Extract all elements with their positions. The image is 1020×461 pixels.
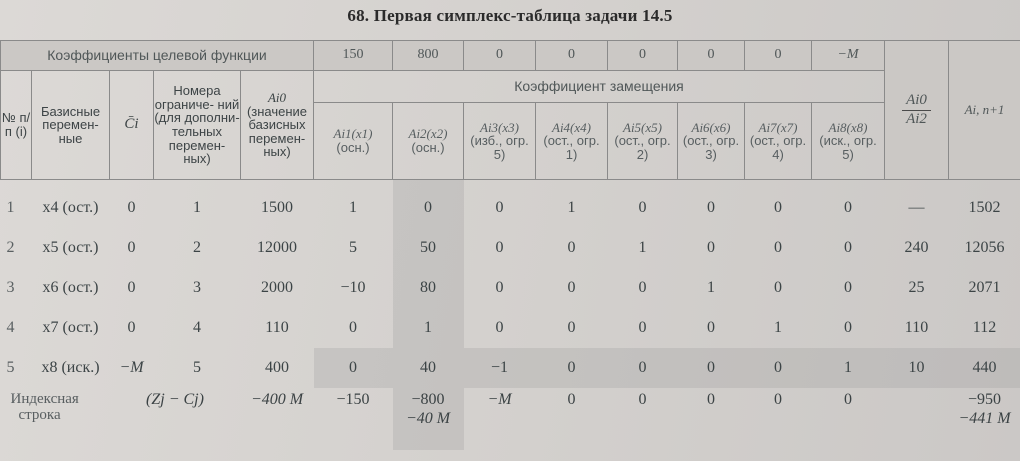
basic-variable: x6 (ост.)	[42, 278, 99, 296]
coef-value: 0	[678, 41, 745, 71]
cell: 0	[536, 348, 608, 388]
cell: 0	[349, 318, 357, 336]
cell: −10	[340, 278, 366, 296]
cell: 0	[707, 238, 715, 256]
ci-header: C̄i	[110, 71, 154, 180]
cell: 0	[774, 238, 782, 256]
index-cell: −M	[487, 391, 512, 408]
index-ratio	[885, 388, 949, 450]
table-row	[1, 348, 1020, 388]
index-ai0: −400 M	[250, 391, 304, 408]
table-row	[1, 268, 1020, 308]
cell: 0	[567, 238, 576, 256]
cell: 0	[707, 318, 715, 336]
ci-value: 0	[127, 318, 136, 336]
coef-value: 800	[393, 41, 464, 71]
coef-value: 0	[464, 41, 536, 71]
basic-variable: x7 (ост.)	[42, 318, 99, 336]
constraint-number: 2	[193, 238, 201, 256]
index-cell: 0	[638, 391, 647, 408]
coef-value: −M	[812, 41, 885, 71]
cell: 50	[393, 228, 464, 268]
ci-value: 0	[127, 278, 136, 296]
coef-value: 0	[745, 41, 812, 71]
table-row	[1, 308, 1020, 348]
cell: 1	[393, 308, 464, 348]
ai0-value: 110	[265, 318, 289, 336]
num-col-header: № п/п (i)	[1, 71, 32, 180]
row-number: 2	[6, 238, 15, 256]
index-cell: 0	[707, 391, 715, 408]
subcol-header: Ai6(x6) (ост., огр. 3)	[678, 103, 745, 180]
constraint-number: 4	[193, 318, 201, 336]
constraint-number: 5	[193, 358, 201, 376]
subcol-header: Ai4(x4) (ост., огр. 1)	[536, 103, 608, 180]
cell: 40	[393, 348, 464, 388]
cell: 0	[638, 198, 647, 216]
cell: 1	[567, 198, 576, 216]
ratio-bottom: Ai2	[906, 110, 927, 127]
subheader-row	[1, 71, 1020, 103]
cell: 0	[774, 198, 782, 216]
row-number: 4	[6, 318, 15, 336]
coef-label: Коэффициенты целевой функции	[1, 41, 314, 71]
ci-value: 0	[127, 238, 136, 256]
ratio-value: 10	[885, 348, 949, 388]
ci-value: −M	[119, 358, 144, 376]
cell: 0	[393, 180, 464, 229]
cell: 0	[495, 198, 504, 216]
cell: 5	[349, 238, 357, 256]
index-row	[1, 388, 1020, 450]
ratio-value: 110	[904, 318, 929, 336]
ci-value: 0	[127, 198, 136, 216]
basic-vars-header: Базисные перемен- ные	[32, 71, 110, 180]
cell: 80	[393, 268, 464, 308]
subcol-header: Ai8(x8) (иск., огр. 5)	[812, 103, 885, 180]
constraint-number: 1	[193, 198, 201, 216]
table-row	[1, 180, 1020, 229]
coef-value: 0	[536, 41, 608, 71]
cell: 1	[349, 198, 357, 216]
table-title: 68. Первая симплекс-таблица задачи 14.5	[347, 6, 673, 25]
ai0-value: 400	[265, 358, 289, 376]
cell: 0	[495, 278, 504, 296]
ai0-sub: (значение базисных перемен- ных)	[246, 103, 308, 160]
coef-value: 0	[608, 41, 678, 71]
cell: 0	[707, 198, 715, 216]
index-last: −950 −441 M	[958, 391, 1011, 427]
ai0-value: 2000	[261, 278, 293, 296]
basic-variable: x4 (ост.)	[42, 198, 99, 216]
simplex-table	[0, 40, 1020, 450]
ai0-top: Ai0	[267, 89, 287, 105]
ratio-header	[885, 41, 949, 180]
subcol-header: Ai5(x5) (ост., огр. 2)	[608, 103, 678, 180]
ratio-value: 25	[908, 278, 925, 296]
last-value: 1502	[968, 198, 1001, 216]
cell: 0	[567, 278, 576, 296]
ai0-value: 12000	[257, 238, 297, 256]
cell: 1	[707, 278, 715, 296]
coef-value: 150	[314, 41, 393, 71]
subcol-header: Ai1(x1) (осн.)	[314, 103, 393, 180]
cell: 1	[812, 348, 885, 388]
subcol-header: Ai2(x2) (осн.)	[393, 103, 464, 180]
substitution-label: Коэффициент замещения	[314, 71, 885, 103]
last-value: 440	[949, 348, 1020, 388]
ai0-value: 1500	[261, 198, 293, 216]
cell: 0	[844, 238, 852, 256]
ratio-value: 240	[904, 238, 929, 256]
constraint-number: 3	[193, 278, 201, 296]
last-value: 112	[972, 318, 997, 336]
index-cell: 0	[774, 391, 782, 408]
index-cell: 0	[844, 391, 852, 408]
cell: 0	[314, 348, 393, 388]
cell: 0	[844, 278, 852, 296]
cell: 0	[745, 348, 812, 388]
cell: 0	[844, 198, 852, 216]
row-number: 3	[6, 278, 15, 296]
cell: −1	[464, 348, 536, 388]
row-number: 5	[6, 358, 15, 376]
cell: 0	[638, 278, 647, 296]
row-number: 1	[6, 198, 15, 216]
cell: 0	[495, 238, 504, 256]
ai0-header	[241, 71, 314, 180]
cell: 1	[638, 238, 647, 256]
last-col-header: Ai, n+1	[949, 41, 1020, 180]
cell: 0	[774, 278, 782, 296]
coef-row	[1, 41, 1020, 71]
subcol-header: Ai3(x3) (изб., огр. 5)	[464, 103, 536, 180]
table-row	[1, 228, 1020, 268]
ratio-value: —	[908, 198, 925, 216]
cell: 0	[495, 318, 504, 336]
last-value: 12056	[964, 238, 1005, 256]
basic-variable: x8 (иск.)	[41, 358, 100, 376]
ratio-top: Ai0	[902, 93, 931, 111]
cell: 0	[567, 318, 576, 336]
index-cell: 0	[567, 391, 576, 408]
cell: 0	[844, 318, 852, 336]
subcol-header: Ai7(x7) (ост., огр. 4)	[745, 103, 812, 180]
cell: 1	[774, 318, 782, 336]
index-cell: −150	[336, 391, 370, 408]
basic-variable: x5 (ост.)	[42, 238, 99, 256]
index-row-formula: (Zj − Cj)	[146, 391, 204, 408]
cell: 0	[638, 318, 647, 336]
index-cell: −800 −40 M	[393, 388, 464, 450]
constraint-nums-header: Номера ограниче- ний (для дополни- тельных перемен- ных)	[154, 71, 241, 180]
last-value: 2071	[968, 278, 1001, 296]
cell: 0	[678, 348, 745, 388]
cell: 0	[608, 348, 678, 388]
index-row-label: Индексная строка	[10, 391, 79, 423]
